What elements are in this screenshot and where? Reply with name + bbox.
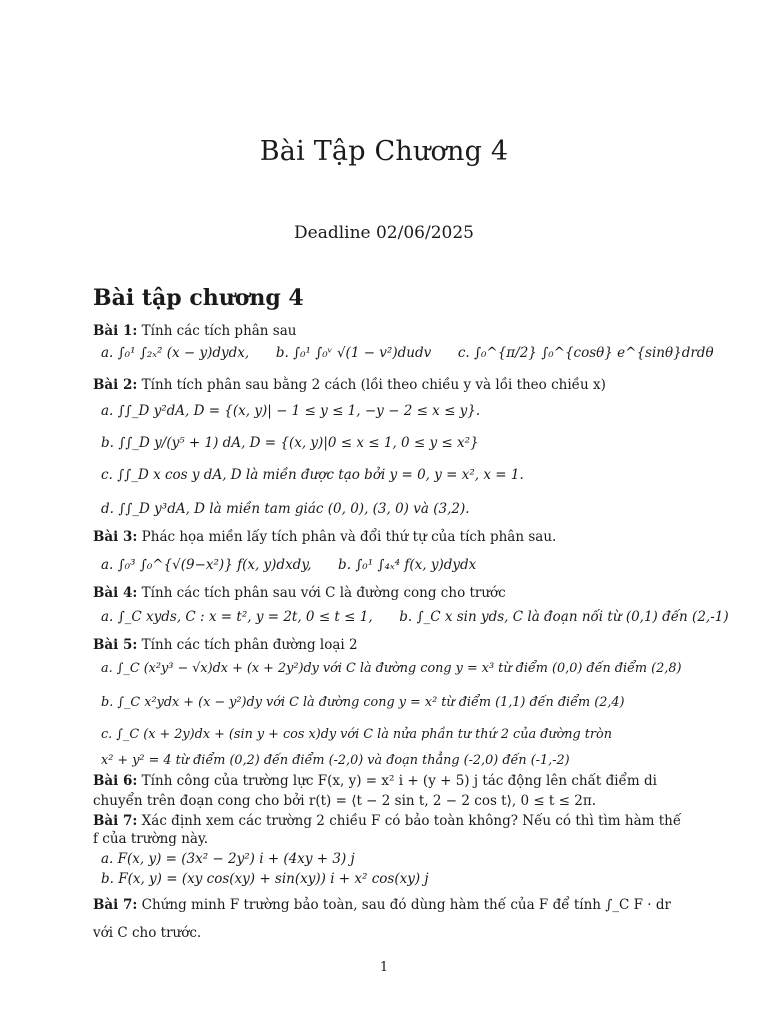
exercise-3-text: Phác họa miền lấy tích phân và đổi thứ tự của tích phân sau. bbox=[141, 529, 557, 545]
page-title: Bài Tập Chương 4 bbox=[259, 136, 509, 167]
exercise-1-heading bbox=[93, 322, 296, 340]
exercise-7b-label: Bài 7: bbox=[93, 897, 138, 913]
exercise-2-b: b. ∫∫_D y/(y⁵ + 1) dA, D = {(x, y)|0 ≤ x ≤ 1, 0 ≤ y ≤ x²} bbox=[101, 435, 479, 451]
exercise-3-heading bbox=[93, 528, 556, 546]
exercise-1-a: a. ∫₀¹ ∫₂ₓ² (x − y)dydx, bbox=[101, 345, 250, 361]
exercise-2-heading bbox=[93, 376, 606, 394]
page-number: 1 bbox=[379, 960, 389, 975]
exercise-7a-a: a. F(x, y) = (3x² − 2y²) i + (4xy + 3) j bbox=[101, 851, 355, 867]
exercise-4-a: a. ∫_C xyds, C : x = t², y = 2t, 0 ≤ t ≤ 1, bbox=[101, 609, 373, 625]
exercise-5-c: c. ∫_C (x + 2y)dx + (sin y + cos x)dy với C là nửa phần tư thứ 2 của đường tròn bbox=[101, 727, 612, 742]
exercise-5-text: Tính các tích phân đường loại 2 bbox=[141, 637, 358, 653]
exercise-7a-text: Xác định xem các trường 2 chiều F có bảo toàn không? Nếu có thì tìm hàm thế bbox=[141, 813, 682, 829]
exercise-4-heading bbox=[93, 584, 506, 602]
exercise-5-heading bbox=[93, 636, 358, 654]
exercise-4-items bbox=[101, 608, 729, 626]
exercise-1-c: c. ∫₀^{π/2} ∫₀^{cosθ} e^{sinθ}drdθ bbox=[457, 345, 714, 361]
exercise-3-items bbox=[101, 556, 476, 574]
exercise-5-b: b. ∫_C x²ydx + (x − y²)dy với C là đường cong y = x² từ điểm (1,1) đến điểm (2,4) bbox=[101, 695, 625, 710]
deadline-text: Deadline 02/06/2025 bbox=[294, 223, 474, 243]
exercise-7a-label: Bài 7: bbox=[93, 813, 138, 829]
exercise-1-label: Bài 1: bbox=[93, 323, 138, 339]
exercise-5-c-cont: x² + y² = 4 từ điểm (0,2) đến điểm (-2,0) và đoạn thẳng (-2,0) đến (-1,-2) bbox=[101, 753, 570, 768]
exercise-3-label: Bài 3: bbox=[93, 529, 138, 545]
exercise-1-text: Tính các tích phân sau bbox=[141, 323, 297, 339]
exercise-6-text-cont: chuyển trên đoạn cong cho bởi r(t) = ⟨t − 2 sin t, 2 − 2 cos t⟩, 0 ≤ t ≤ 2π. bbox=[93, 793, 597, 809]
exercise-7b-text: Chứng minh F trường bảo toàn, sau đó dùng hàm thế của F để tính ∫_C F · dr bbox=[141, 897, 671, 913]
exercise-7b-heading bbox=[93, 896, 671, 914]
exercise-7a-heading bbox=[93, 812, 681, 830]
exercise-2-label: Bài 2: bbox=[93, 377, 138, 393]
section-title: Bài tập chương 4 bbox=[93, 285, 304, 311]
exercise-6-label: Bài 6: bbox=[93, 773, 138, 789]
exercise-4-b: b. ∫_C x sin yds, C là đoạn nối từ (0,1) đến (2,-1) bbox=[399, 609, 729, 625]
exercise-2-c: c. ∫∫_D x cos y dA, D là miền được tạo bởi y = 0, y = x², x = 1. bbox=[101, 467, 524, 483]
exercise-3-a: a. ∫₀³ ∫₀^{√(9−x²)} f(x, y)dxdy, bbox=[101, 557, 312, 573]
exercise-5-label: Bài 5: bbox=[93, 637, 138, 653]
exercise-7a-text-cont: f của trường này. bbox=[93, 831, 209, 847]
exercise-6-text: Tính công của trường lực F(x, y) = x² i + (y + 5) j tác động lên chất điểm di bbox=[141, 773, 657, 789]
exercise-4-label: Bài 4: bbox=[93, 585, 138, 601]
exercise-2-d: d. ∫∫_D y³dA, D là miền tam giác (0, 0), (3, 0) và (3,2). bbox=[101, 501, 470, 517]
exercise-2-text: Tính tích phân sau bằng 2 cách (lồi theo chiều y và lồi theo chiều x) bbox=[141, 377, 606, 393]
exercise-7a-b: b. F(x, y) = (xy cos(xy) + sin(xy)) i + x² cos(xy) j bbox=[101, 871, 429, 887]
exercise-3-b: b. ∫₀¹ ∫₄ₓ⁴ f(x, y)dydx bbox=[338, 557, 477, 573]
exercise-1-b: b. ∫₀¹ ∫₀ᵛ √(1 − v²)dudv bbox=[275, 345, 432, 361]
exercise-7b-text-cont: với C cho trước. bbox=[93, 925, 202, 941]
exercise-1-items bbox=[101, 344, 714, 362]
exercise-6-heading bbox=[93, 772, 657, 790]
exercise-4-text: Tính các tích phân sau với C là đường cong cho trước bbox=[141, 585, 506, 601]
exercise-2-a: a. ∫∫_D y²dA, D = {(x, y)| − 1 ≤ y ≤ 1, −y − 2 ≤ x ≤ y}. bbox=[101, 403, 481, 419]
exercise-5-a: a. ∫_C (x²y³ − √x)dx + (x + 2y²)dy với C là đường cong y = x³ từ điểm (0,0) đến điểm (2,8) bbox=[101, 661, 682, 676]
